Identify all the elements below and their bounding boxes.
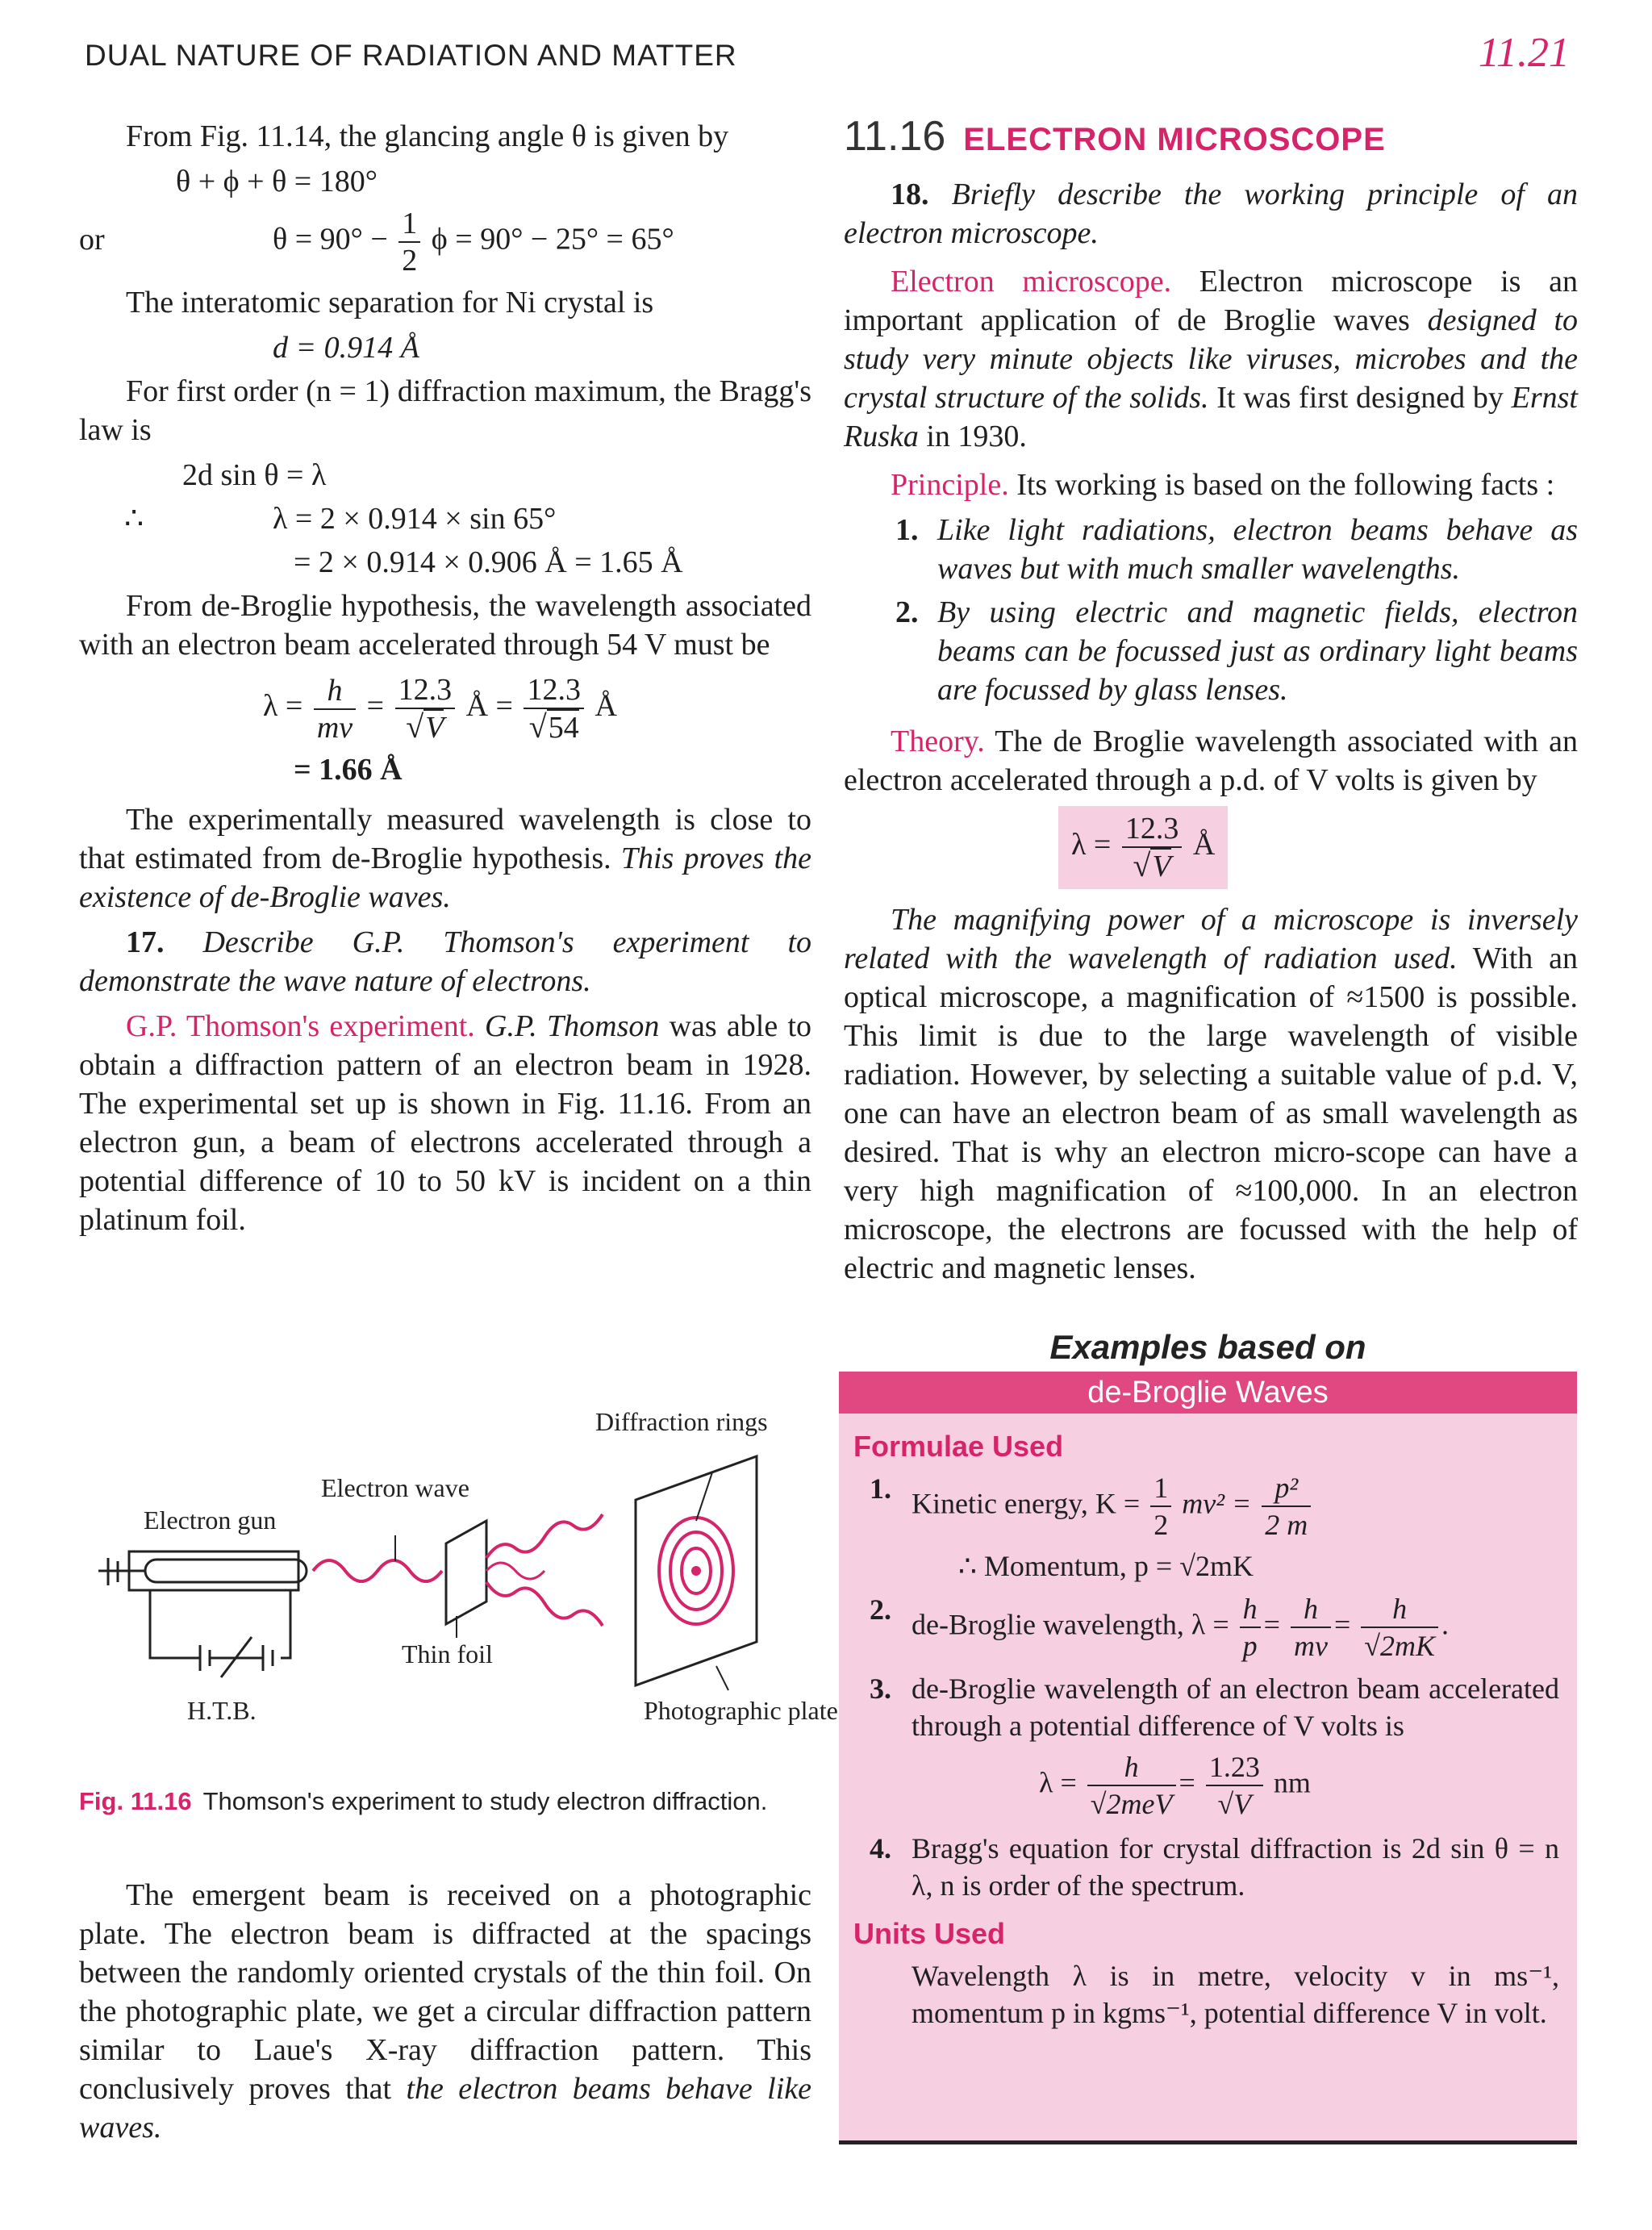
paragraph <box>844 262 1578 456</box>
equation-text: de-Broglie wavelength, λ = <box>912 1608 1229 1641</box>
paragraph: The interatomic separation for Ni crystal is <box>126 286 654 319</box>
figure-caption <box>79 1787 767 1816</box>
diffracted-wave <box>486 1582 603 1626</box>
equation <box>79 162 811 201</box>
equation-text: = 2 × 0.914 × 0.906 Å = 1.65 Å <box>294 545 683 579</box>
numerator: h <box>314 673 356 710</box>
paragraph <box>844 900 1578 1288</box>
radicand: 54 <box>548 711 579 745</box>
section-heading <box>844 113 1578 160</box>
question <box>79 923 811 1000</box>
question-number: 17. <box>126 925 165 959</box>
equation-text: 2d sin θ = λ <box>182 458 327 492</box>
diffracted-wave <box>486 1514 603 1558</box>
examples-body <box>839 1414 1577 2032</box>
equation <box>79 328 811 367</box>
paragraph: From de-Broglie hypothesis, the wavelength associated with an electron beam accelerated through 54 V must be <box>79 589 811 662</box>
denominator: mv <box>1293 1630 1328 1662</box>
equation-text: θ + ϕ + θ = 180° <box>176 165 378 198</box>
equation: λ = $\frac{h}{\text{√2meV}}$ = $\frac{1.23}{√V}$ nm <box>1039 1751 1311 1820</box>
denominator: √V <box>1133 847 1171 883</box>
formula-text: de-Broglie wavelength of an electron beam accelerated through a potential difference of V volts is <box>912 1672 1559 1742</box>
label-electron-gun: Electron gun <box>144 1505 277 1535</box>
list-text: By using electric and magnetic fields, electron beams can be focussed just as ordinary light beams are focussed by glass lenses. <box>937 595 1578 707</box>
equation-text: = <box>366 689 385 724</box>
radicand: V <box>1152 850 1171 883</box>
denominator: √2mK <box>1364 1630 1436 1662</box>
fraction <box>395 672 456 745</box>
question-text: Describe G.P. Thomson's experiment to demonstrate the wave nature of electrons. <box>79 925 811 998</box>
equation-text: θ = 90° − <box>273 222 388 257</box>
question-text: Briefly describe the working principle of an electron microscope. <box>844 177 1578 250</box>
fraction <box>1262 1470 1311 1543</box>
list-number: 2. <box>870 1593 891 1626</box>
formula-item <box>853 1470 1559 1543</box>
paragraph: For first order (n = 1) diffraction maximum, the Bragg's law is <box>79 374 811 447</box>
numerator: 1 <box>398 206 420 243</box>
formulae-heading: Formulae Used <box>853 1430 1064 1463</box>
denominator: 2 <box>402 244 418 278</box>
formula-line: ∴ Momentum, p = √2mK <box>958 1550 1254 1582</box>
boxed-formula <box>1058 806 1228 889</box>
numerator: h <box>1361 1591 1438 1628</box>
running-header: DUAL NATURE OF RADIATION AND MATTER <box>85 39 737 72</box>
electron-gun-cathode <box>145 1560 307 1582</box>
equation <box>79 543 811 582</box>
label-htb: H.T.B. <box>187 1696 257 1725</box>
paragraph: From Fig. 11.14, the glancing angle θ is given by <box>126 119 729 153</box>
right-column <box>844 113 1579 1294</box>
formula-item <box>853 1670 1559 1744</box>
paragraph <box>844 466 1578 504</box>
caption-label: Fig. 11.16 <box>79 1787 192 1815</box>
list-item <box>844 511 1578 588</box>
section-number: 11.16 <box>844 113 946 160</box>
units-text <box>853 1957 1559 2032</box>
text-run: The experimentally measured wavelength is close to that estimated from de-Broglie hypothesis. <box>79 803 811 875</box>
formula-text: de-Broglie wavelength, λ = $\frac{h}{p}$ = $\frac{h}{mv}$ = $\frac{h}{√2mK}$ . <box>912 1593 1450 1662</box>
electron-gun-tube <box>129 1551 298 1590</box>
equation-text: λ = 2 × 0.914 × sin 65° <box>273 502 557 536</box>
equation-text: = 1.66 Å <box>294 753 403 787</box>
text-run: designed to study very minute objects like viruses, microbes and the crystal structure of the solids. <box>844 303 1579 415</box>
denominator: 2 m <box>1265 1509 1308 1541</box>
label-photographic-plate: Photographic plate <box>644 1696 838 1725</box>
numerator: h <box>1291 1591 1331 1628</box>
list-number: 1. <box>895 513 919 547</box>
equation-text: Å <box>1192 828 1216 862</box>
left-column <box>79 117 811 1246</box>
paragraph-heading: Electron microscope. <box>891 265 1172 299</box>
equation-text: nm <box>1273 1766 1311 1799</box>
text-run: The emergent beam is received on a photographic plate. The electron beam is diffracted at the spacings between the randomly oriented crystals of the thin foil. On the photographic plate, we get a circular diffraction pattern similar to Laue's X-ray diffraction pattern. This conclusively proves that <box>79 1878 811 2106</box>
text-run: Ernst Ruska <box>844 381 1578 453</box>
list-number: 4. <box>870 1832 891 1865</box>
equation <box>844 806 1578 889</box>
list-number: 2. <box>895 595 919 629</box>
equation-text: or <box>79 223 105 257</box>
examples-bar: de-Broglie Waves <box>839 1372 1577 1414</box>
fraction <box>314 673 356 745</box>
text-run: Electron microscope is an important application of de Broglie waves <box>844 265 1578 337</box>
equation-text: λ = <box>1071 828 1112 862</box>
equation <box>79 456 811 495</box>
equation-text: Å = <box>465 689 513 724</box>
text-run: The magnifying power of a microscope is inversely related with the wavelength of radiation used. <box>844 903 1578 975</box>
fraction <box>398 206 420 278</box>
formula-item <box>853 1830 1559 1904</box>
fraction <box>1087 1749 1176 1822</box>
text-run: the electron beams behave like waves. <box>79 2072 812 2144</box>
thin-foil <box>446 1521 486 1624</box>
denominator: 2 <box>1153 1509 1169 1541</box>
formula-text <box>912 1470 1559 1543</box>
paragraph-heading: Theory. <box>891 725 985 758</box>
numerator: p² <box>1262 1470 1311 1507</box>
fraction <box>1122 811 1183 884</box>
text-run: The de Broglie wavelength associated with an electron accelerated through a p.d. of V volts is given by <box>844 725 1578 797</box>
numerator: 12.3 <box>1122 811 1183 848</box>
examples-heading: Examples based on <box>1049 1328 1366 1366</box>
paragraph <box>844 722 1578 800</box>
equation-text: ϕ = 90° − 25° = 65° <box>431 222 674 257</box>
equation <box>79 206 811 278</box>
text-run: With an optical microscope, a magnification of ≈1500 is possible. This limit is due to the large wavelength of visible radiation. However, by selecting a suitable value of p.d. V, one can have an electron beam of as small wavelength as desired. That is why an electron micro-scope can have a very high magnification of ≈100,000. In an electron microscope, the electrons are focussed with the help of electric and magnetic lenses. <box>844 942 1578 1285</box>
fraction <box>1150 1470 1171 1543</box>
denominator: mv <box>316 710 353 745</box>
thomson-experiment-figure <box>79 1400 838 1779</box>
denominator: p <box>1242 1630 1258 1662</box>
examples-box <box>839 1372 1577 2144</box>
label-electron-wave: Electron wave <box>321 1473 469 1502</box>
fraction <box>1240 1591 1261 1664</box>
text-run: This proves the existence of de-Broglie waves. <box>79 841 811 914</box>
fraction <box>1206 1749 1263 1822</box>
numerator: 1.23 <box>1206 1749 1263 1786</box>
numerator: h <box>1087 1749 1176 1786</box>
equation-text: λ = <box>263 689 303 724</box>
list-number: 3. <box>870 1672 891 1705</box>
section-title: ELECTRON MICROSCOPE <box>963 122 1386 157</box>
denominator: √V <box>1217 1788 1252 1820</box>
paragraph <box>79 1876 811 2147</box>
apparatus-diagram <box>79 1400 838 1779</box>
fraction <box>1291 1591 1331 1664</box>
numerator: 12.3 <box>524 672 584 709</box>
denominator: √54 <box>528 708 579 745</box>
paragraph <box>79 800 811 917</box>
list-number: 1. <box>870 1472 891 1505</box>
caption-text: Thomson's experiment to study electron diffraction. <box>202 1787 768 1815</box>
radicand: V <box>425 711 444 745</box>
formula-item <box>853 1591 1559 1664</box>
units-description: Wavelength λ is in metre, velocity v in ms⁻¹, momentum p in kgms⁻¹, potential difference V in volt. <box>912 1960 1559 2029</box>
paragraph-heading: G.P. Thomson's experiment. <box>126 1009 475 1043</box>
numerator: h <box>1240 1591 1261 1628</box>
equation-text: Å <box>594 689 617 724</box>
left-column-bottom <box>79 1876 811 2153</box>
equation <box>79 750 811 789</box>
equation-text: Kinetic energy, K = <box>912 1487 1141 1520</box>
label-diffraction-rings: Diffraction rings <box>595 1407 768 1436</box>
text-run: It was first designed by <box>1216 381 1504 415</box>
fraction <box>524 672 584 745</box>
text-run: Its working is based on the following facts : <box>1016 468 1555 502</box>
list-text: Like light radiations, electron beams behave as waves but with much smaller wavelengths. <box>937 513 1578 586</box>
list-item <box>844 593 1578 709</box>
equation-text: λ = <box>1039 1766 1077 1799</box>
numerator: 12.3 <box>395 672 456 709</box>
fraction <box>1361 1591 1438 1664</box>
denominator: √2meV <box>1090 1788 1173 1820</box>
diffracted-wave <box>486 1563 544 1579</box>
question <box>844 175 1578 253</box>
electron-wave-path <box>313 1560 442 1581</box>
text-run: G.P. Thomson <box>485 1009 660 1043</box>
formula-text: Bragg's equation for crystal diffraction is 2d sin θ = n λ, n is order of the spectrum. <box>912 1832 1559 1902</box>
numerator: 1 <box>1150 1470 1171 1507</box>
equation <box>79 499 811 538</box>
text-run: in 1930. <box>926 420 1027 453</box>
question-number: 18. <box>891 177 929 211</box>
equation <box>79 672 811 745</box>
equation-text: ∴ <box>124 502 144 536</box>
text-run: was able to obtain a diffraction pattern of an electron beam in 1928. The experimental set up is shown in Fig. 11.16. From an electron gun, a beam of electrons accelerated through a potential difference of 10 to 50 kV is incident on a thin platinum foil. <box>79 1009 812 1237</box>
denominator: √V <box>406 708 444 745</box>
label-thin-foil: Thin foil <box>402 1639 493 1668</box>
equation-text: d = 0.914 Å <box>273 331 419 365</box>
equation-text: mv² = <box>1182 1487 1252 1520</box>
paragraph-heading: Principle. <box>891 468 1009 502</box>
units-heading: Units Used <box>853 1917 1006 1950</box>
page-number: 11.21 <box>1478 30 1570 76</box>
central-spot <box>691 1566 701 1576</box>
paragraph <box>79 1007 811 1239</box>
